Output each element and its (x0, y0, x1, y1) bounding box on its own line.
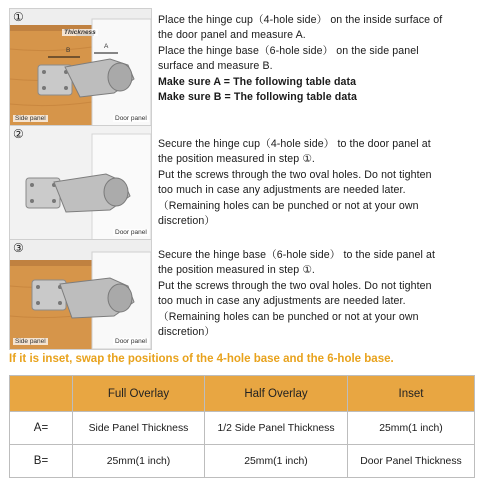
hinge-diagram-2 (10, 126, 151, 241)
door-panel-label: Door panel (115, 338, 147, 345)
table-cell: 1/2 Side Panel Thickness (205, 412, 348, 445)
table-cell-row-label: A= (10, 412, 73, 445)
step-3-image (9, 239, 152, 350)
step-1-bold-line: Make sure B = The following table data (158, 91, 357, 104)
hinge-diagram-1 (10, 9, 151, 127)
table-row (10, 445, 475, 478)
step-2-image (9, 125, 152, 242)
step-3-number: ③ (13, 241, 24, 255)
step-1-line: Place the hinge cup（4-hole side） on the inside surface of (158, 14, 443, 26)
table-cell-row-label: B= (10, 445, 73, 478)
table-header-row (10, 376, 475, 412)
step-3-text (158, 248, 476, 340)
step-1-number: ① (13, 10, 24, 24)
a-label: A (104, 43, 109, 50)
step-2-line: （Remaining holes can be punched or not at your own (158, 199, 419, 212)
thickness-label: Thickness (64, 29, 96, 36)
table-header-empty (10, 376, 73, 412)
step-2-line: discretion） (158, 215, 216, 228)
step-1-text (158, 13, 476, 105)
step-2-line: the position measured in step ①. (158, 153, 315, 166)
table-header-full-overlay: Full Overlay (73, 376, 205, 412)
step-1-line: Place the hinge base（6-hole side） on the side panel (158, 44, 419, 57)
step-1-line: the door panel and measure A. (158, 29, 306, 42)
overlay-spec-table (9, 375, 475, 478)
inset-note: If it is inset, swap the positions of the 4-hole base and the 6-hole base. (9, 353, 394, 365)
b-label: B (66, 47, 71, 54)
step-1-bold-line: Make sure A = The following table data (158, 75, 357, 88)
hinge-diagram-3 (10, 240, 151, 349)
step-3-line: Secure the hinge base（6-hole side） to the side panel at (158, 249, 435, 261)
step-3-line: too much in case any adjustments are needed later. (158, 295, 406, 308)
door-panel-label: Door panel (115, 229, 147, 236)
table-header-inset: Inset (348, 376, 475, 412)
step-2-line: Put the screws through the two oval holes. Do not tighten (158, 168, 432, 181)
step-3-line: Put the screws through the two oval holes. Do not tighten (158, 279, 432, 292)
step-2-text (158, 137, 476, 229)
step-2-line: too much in case any adjustments are needed later. (158, 184, 406, 197)
table-cell: 25mm(1 inch) (348, 412, 475, 445)
step-2-number: ② (13, 127, 24, 141)
step-3-line: discretion） (158, 326, 216, 339)
step-3-line: （Remaining holes can be punched or not at your own (158, 310, 419, 323)
step-1-image (9, 8, 152, 128)
table-header-half-overlay: Half Overlay (205, 376, 348, 412)
step-3-line: the position measured in step ①. (158, 264, 315, 277)
side-panel-label: Side panel (15, 115, 46, 122)
step-1-line: surface and measure B. (158, 60, 273, 73)
step-2-line: Secure the hinge cup（4-hole side） to the door panel at (158, 138, 431, 150)
table-cell: Door Panel Thickness (348, 445, 475, 478)
table-cell: 25mm(1 inch) (205, 445, 348, 478)
side-panel-label: Side panel (15, 338, 46, 345)
table-cell: 25mm(1 inch) (73, 445, 205, 478)
door-panel-label: Door panel (115, 115, 147, 122)
table-row (10, 412, 475, 445)
table-cell: Side Panel Thickness (73, 412, 205, 445)
